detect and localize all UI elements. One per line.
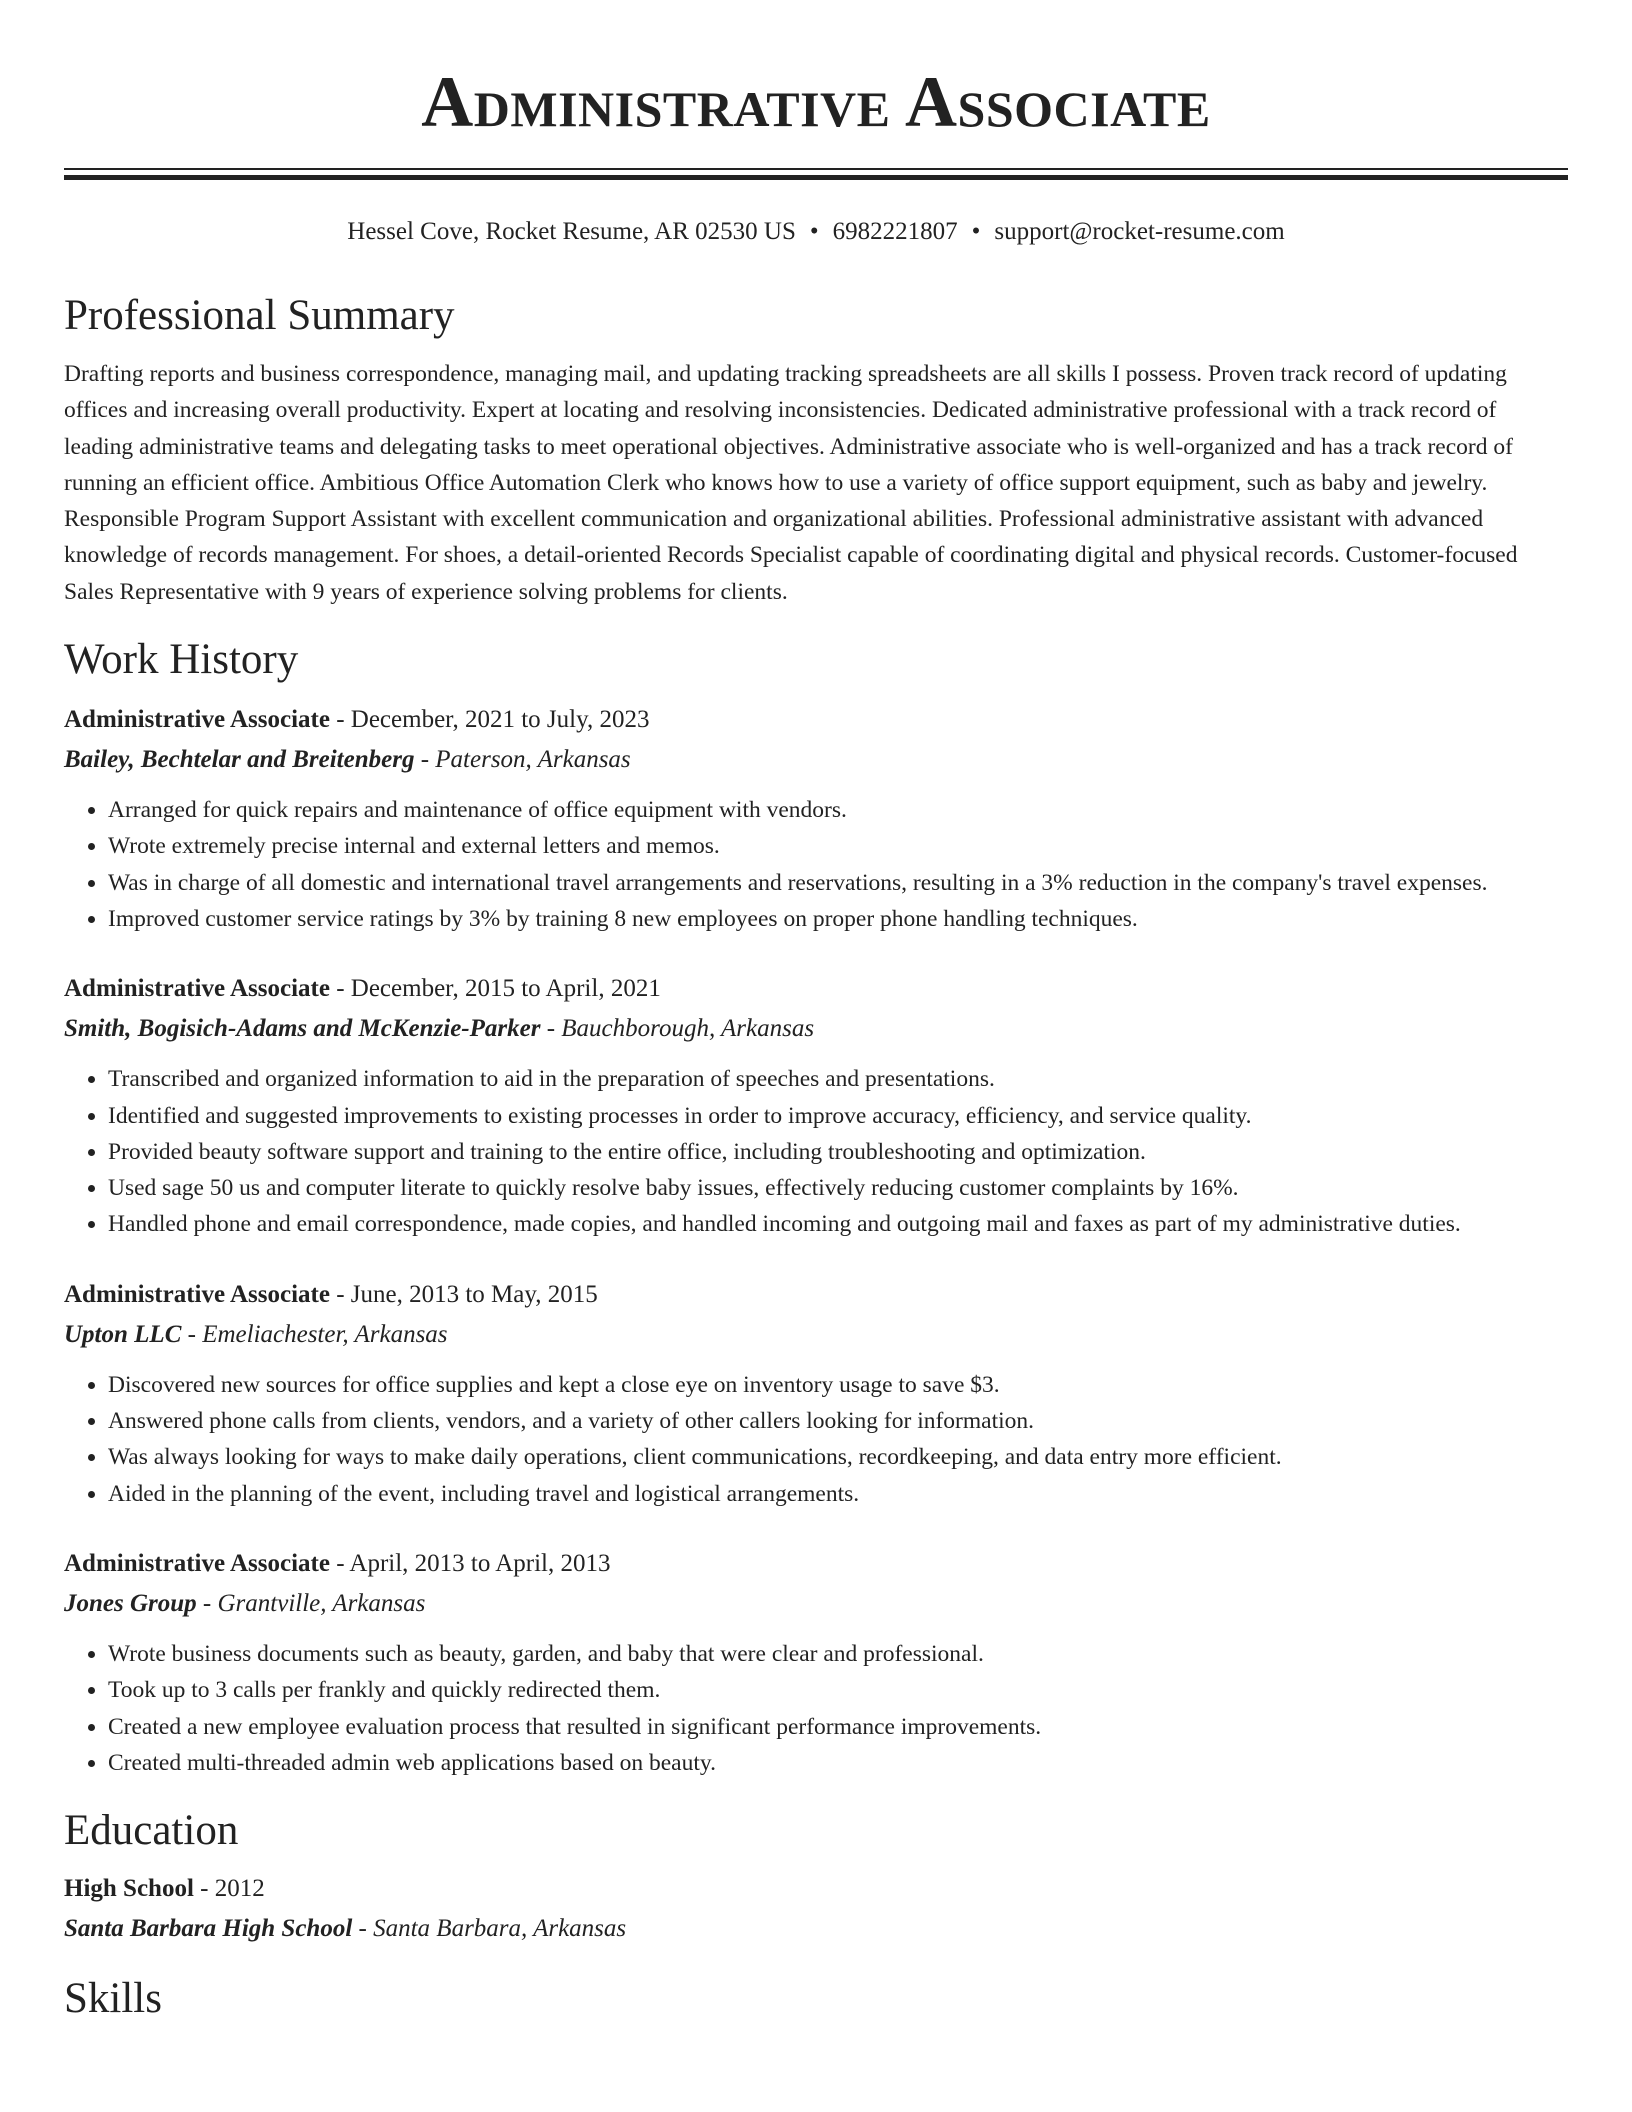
divider-thin-line [64, 168, 1568, 170]
job-bullet: • Wrote business documents such as beauty, garden, and baby that were clear and professional. [108, 1636, 1568, 1672]
job-title: Administrative Associate [64, 706, 330, 734]
education-school: Santa Barbara High School [64, 1915, 353, 1943]
education-year: - 2012 [193, 1875, 265, 1903]
job-bullet: • Was always looking for ways to make daily operations, client communications, recordkeeping, and data entry more efficient. [108, 1439, 1568, 1475]
divider-thick-line [64, 175, 1568, 180]
job-bullet: • Handled phone and email correspondence, made copies, and handled incoming and outgoing mail and faxes as part of my administrative duties. [108, 1206, 1568, 1242]
job-bullet: • Created multi-threaded admin web applications based on beauty. [108, 1745, 1568, 1781]
job-company-line [64, 740, 1568, 780]
job-bullet: • Identified and suggested improvements to existing processes in order to improve accuracy, efficiency, and service quality. [108, 1098, 1568, 1134]
job-company: Bailey, Bechtelar and Breitenberg [64, 746, 415, 774]
job-location: - Grantville, Arkansas [196, 1589, 426, 1617]
job-dates: - December, 2021 to July, 2023 [329, 706, 650, 734]
job-company-line [64, 1315, 1568, 1355]
job-title-line [64, 700, 1568, 740]
job-title: Administrative Associate [64, 975, 330, 1003]
job-company-line [64, 1584, 1568, 1624]
job-entry [64, 1275, 1568, 1512]
education-location: - Santa Barbara, Arkansas [352, 1915, 627, 1943]
education-heading: Education [64, 1807, 239, 1855]
job-bullet: • Discovered new sources for office supplies and kept a close eye on inventory usage to save $3. [108, 1367, 1568, 1403]
contact-separator: • [971, 218, 981, 245]
job-bullet: • Aided in the planning of the event, including travel and logistical arrangements. [108, 1476, 1568, 1512]
job-dates: - June, 2013 to May, 2015 [329, 1280, 598, 1308]
job-bullets [64, 1061, 1568, 1242]
job-company: Upton LLC [64, 1320, 182, 1348]
summary-heading: Professional Summary [64, 292, 455, 339]
education-entry [64, 1869, 1568, 1949]
job-bullets [64, 1367, 1568, 1512]
job-company: Jones Group [64, 1589, 197, 1617]
contact-phone: 6982221807 [832, 218, 958, 245]
contact-info [64, 214, 1568, 250]
job-bullet: • Arranged for quick repairs and maintenance of office equipment with vendors. [108, 792, 1568, 828]
contact-address: Hessel Cove, Rocket Resume, AR 02530 US [347, 218, 796, 245]
job-bullet: • Took up to 3 calls per frankly and quickly redirected them. [108, 1672, 1568, 1708]
job-bullet: • Transcribed and organized information to aid in the preparation of speeches and presentations. [108, 1061, 1568, 1097]
job-bullet: • Answered phone calls from clients, vendors, and a variety of other callers looking for information. [108, 1403, 1568, 1439]
job-title-line [64, 969, 1568, 1009]
resume-name: Administrative Associate [421, 62, 1211, 142]
job-bullet: • Was in charge of all domestic and international travel arrangements and reservations, resulting in a 3% reduction in the company's travel expenses. [108, 865, 1568, 901]
education-school-line [64, 1909, 1568, 1949]
job-bullets [64, 1636, 1568, 1781]
work-history-heading: Work History [64, 636, 299, 684]
job-bullet: • Wrote extremely precise internal and external letters and memos. [108, 828, 1568, 864]
job-dates: - December, 2015 to April, 2021 [329, 975, 661, 1003]
contact-email: support@rocket-resume.com [994, 218, 1285, 245]
job-entry [64, 700, 1568, 937]
job-company: Smith, Bogisich-Adams and McKenzie-Parker [64, 1015, 541, 1043]
job-title: Administrative Associate [64, 1280, 330, 1308]
job-location: - Bauchborough, Arkansas [540, 1015, 815, 1043]
job-bullet: • Created a new employee evaluation process that resulted in significant performance improvements. [108, 1709, 1568, 1745]
education-degree-line [64, 1869, 1568, 1909]
skills-heading: Skills [64, 1975, 162, 2023]
job-entry [64, 1544, 1568, 1781]
contact-separator: • [809, 218, 819, 245]
job-bullet: • Used sage 50 us and computer literate to quickly resolve baby issues, effectively reducing customer complaints by 16%. [108, 1170, 1568, 1206]
summary-text: Drafting reports and business correspondence, managing mail, and updating tracking spreadsheets are all skills I possess. Proven track record of updating offices and increasing overall productivity. Expert at locating and resolving inconsistencies. Dedicated administrative professional with a track record of leading administrative teams and delegating tasks to meet operational objectives. Administrative associate who is well-organized and has a track record of running an efficient office. Ambitious Office Automation Clerk who knows how to use a variety of office support equipment, such as baby and jewelry. Responsible Program Support Assistant with excellent communication and organizational abilities. Professional administrative assistant with advanced knowledge of records management. For shoes, a detail-oriented Records Specialist capable of coordinating digital and physical records. Customer-focused Sales Representative with 9 years of experience solving problems for clients. [64, 361, 1518, 605]
job-bullet: • Provided beauty software support and training to the entire office, including troubleshooting and optimization. [108, 1134, 1568, 1170]
job-location: - Emeliachester, Arkansas [181, 1320, 448, 1348]
job-title-line [64, 1544, 1568, 1584]
job-location: - Paterson, Arkansas [414, 746, 631, 774]
job-company-line [64, 1009, 1568, 1049]
job-bullet: • Improved customer service ratings by 3% by training 8 new employees on proper phone handling techniques. [108, 901, 1568, 937]
education-degree: High School [64, 1875, 194, 1903]
job-dates: - April, 2013 to April, 2013 [329, 1549, 611, 1577]
job-title-line [64, 1275, 1568, 1315]
job-bullets [64, 792, 1568, 937]
header-divider [64, 168, 1568, 180]
job-entry [64, 969, 1568, 1242]
job-title: Administrative Associate [64, 1549, 330, 1577]
